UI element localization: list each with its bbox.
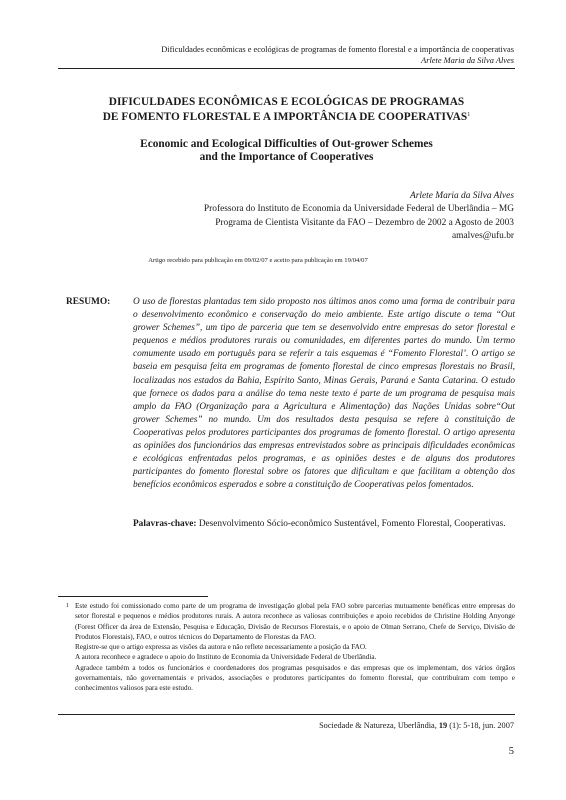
page-number: 5 [508,746,514,757]
title-portuguese [58,96,515,124]
author-affiliation-2: Programa de Cientista Visitante da FAO – Dezembro de 2002 a Agosto de 2003 [215,217,514,228]
author-affiliation-1: Professora do Instituto de Economia da Universidade Federal de Uberlândia – MG [203,204,514,215]
title-pt-line2 [58,109,515,124]
abstract-text: O uso de florestas plantadas tem sido proposto nos últimos anos como uma forma de contribuir para o desenvolvimento econômico e conservação do meio ambiente. Este artigo discute o tema “Out grower Schemes”, um tipo de parceria que tem se desenvolvido entre empresas do setor florestal e pequenos e médios produtores rurais ou comunidades, em diferentes partes do mundo. Um termo comumente usado em português para se referir a tais esquemas é “Fomento Florestal’. O artigo se baseia em pesquisa feita em programas de fomento florestal de cinco empresas florestais no Brasil, localizadas nos estados da Bahia, Espírito Santo, Minas Gerais, Paraná e Santa Catarina. O estudo que fornece os dados para a análise do tema neste texto é parte de um programa de pesquisa mais amplo da FAO (Organização para a Agricultura e Alimentação) das Nações Unidas sobre“Out grower Schemes” no mundo. Um dos resultados desta pesquisa se refere à constituição de Cooperativas pelos produtores participantes dos programas de fomento florestal. O artigo apresenta as opiniões dos funcionários das empresas entrevistados sobre as principais dificuldades econômicas e ecológicas enfrentadas pelos programas, e as opiniões destes e de alguns dos produtores participantes do fomento florestal sobre os fatores que dificultam e que facilitam a obtenção dos benefícios econômicos esperados e sobre a constituição de Cooperativas pelos fomentados. [133,297,515,491]
journal-volume: 19 [438,721,448,730]
journal-citation [319,721,514,730]
running-header-author: Arlete Maria da Silva Alves [421,56,514,65]
title-pt-line2-text: DE FOMENTO FLORESTAL E A IMPORTÂNCIA DE COOPERATIVAS [102,111,468,123]
title-english [58,138,515,164]
title-pt-line1: DIFICULDADES ECONÔMICAS E ECOLÓGICAS DE PROGRAMAS [108,96,465,108]
running-header-title: Dificuldades econômicas e ecológicas de programas de fomento florestal e a importância de cooperativas [161,45,514,54]
header-rule [58,68,515,69]
title-en-line1: Economic and Ecological Difficulties of Out-grower Schemes [140,138,433,150]
keywords [133,518,515,531]
title-en-line2: and the Importance of Cooperatives [199,151,374,163]
journal-suffix: (1): 5-18, jun. 2007 [447,721,514,730]
abstract-label: RESUMO: [66,297,111,307]
keywords-text: Desenvolvimento Sócio-econômico Sustentável, Fomento Florestal, Cooperativas. [196,519,506,529]
author-name: Arlete Maria da Silva Alves [410,191,514,201]
footer-rule [58,714,515,715]
footnote-paragraph-4: Agradece também a todos os funcionários e coordenadores dos programas pesquisados e das empresas que os implementam, dos vários órgãos governamentais, não governamentais e privados, associações e produtores participantes do fomento florestal, que contribuíram com tempo e conhecimentos valiosos para este estudo. [75,663,515,693]
footnote-paragraph-3: A autora reconhece e agradece o apoio do Instituto de Economia da Universidade Federal de Uberlândia. [75,653,377,662]
author-block [204,190,514,243]
footnote-paragraph-2: Registre-se que o artigo expressa as visões da autora e não reflete necessariamente a posição da FAO. [75,643,367,652]
footnote [66,601,515,694]
running-header [161,44,514,66]
footnote-rule [58,596,208,597]
footnote-paragraph-1: Este estudo foi comissionado como parte de um programa de investigação global pela FAO sobre parcerias mutuamente benéficas entre empresas do setor florestal e pequenos e médios produtores rurais. A autora reconhece as valiosas contribuições e apoio recebidos de Christine Holding Anyonge (Forest Officer da área de Extensão, Pesquisa e Educação, Divisão de Recursos Florestais, e o apoio de Olman Serrano, Chefe de Serviço, Divisão de Produtos Florestais), FAO, e outros técnicos do Departamento de Florestas da FAO. [75,602,515,641]
keywords-label: Palavras-chave: [133,519,197,529]
received-note: Artigo recebido para publicação em 09/02/07 e aceito para publicação em 19/04/07 [148,257,368,264]
author-email: amalves@ufu.br [452,230,514,241]
journal-prefix: Sociedade & Natureza, Uberlândia, [319,721,439,730]
footnote-mark: 1 [66,603,69,609]
footnote-reference: 1 [467,112,471,118]
